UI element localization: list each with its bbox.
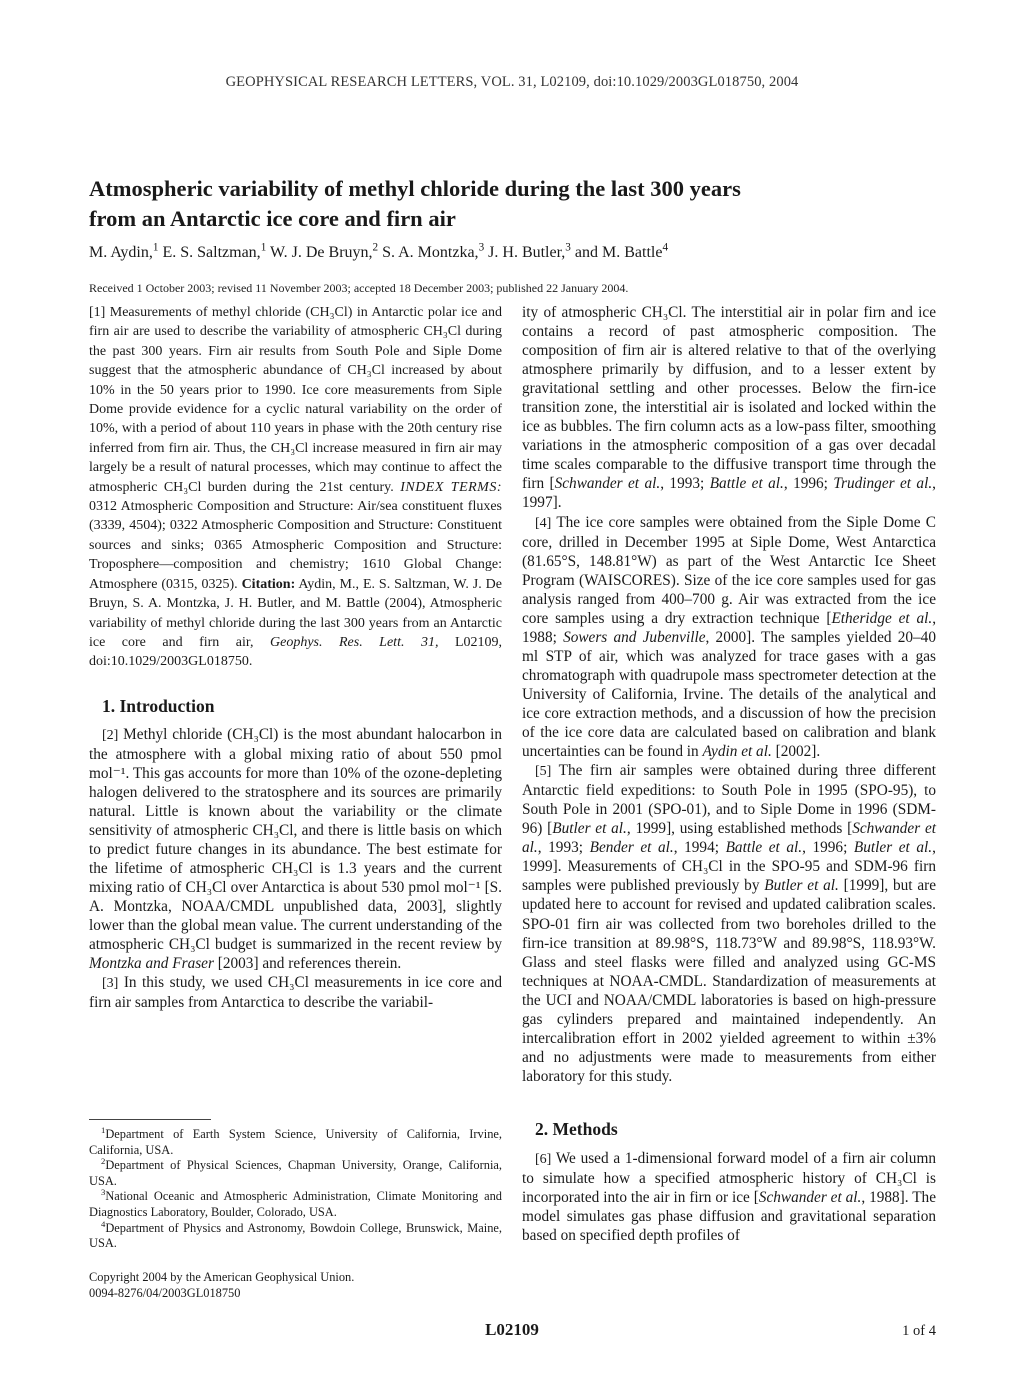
footnote-mark: 2 bbox=[101, 1156, 106, 1167]
paragraph-number: [4] bbox=[535, 515, 552, 531]
footnote-rule bbox=[89, 1119, 211, 1120]
affiliation-mark: 2 bbox=[372, 241, 379, 254]
paragraph-6 bbox=[522, 1149, 936, 1245]
paragraph-number: [3] bbox=[102, 976, 119, 992]
reference: Schwander et al. bbox=[758, 1189, 862, 1207]
affiliation-mark: 4 bbox=[662, 241, 669, 254]
citation-volume: 31, bbox=[420, 634, 439, 650]
issn-line: 0094-8276/04/2003GL018750 bbox=[89, 1285, 241, 1300]
author: M. Aydin, bbox=[89, 244, 153, 261]
affiliation-mark: 3 bbox=[565, 241, 571, 254]
footnote-text: Department of Physical Sciences, Chapman University, Orange, California, USA. bbox=[89, 1158, 502, 1188]
paragraph-3 bbox=[89, 973, 502, 1012]
paragraph-text: The firn air samples were obtained during three different Antarctic field expeditions: to South Pole in 1995 (SPO-95), to South Pole in 2001 (SPO-01), and to Siple Dome in 1996 (SDM-96) [ bbox=[522, 762, 936, 838]
paragraph-text: , 1993; bbox=[660, 475, 710, 493]
paragraph-text: The ice core samples were obtained from the Siple Dome C core, drilled in December 1995 at Siple Dome, West Antarctica (81.65°S, 148.81°W) as part of the West Antarctic Ice Sheet Program (WAISCORES). Size of the ice core samples used for gas analysis ranged from 400–700 g. Air was extracted from the ice core samples using a dry extraction technique [ bbox=[522, 513, 936, 627]
footnote-text: Department of Physics and Astronomy, Bowdoin College, Brunswick, Maine, USA. bbox=[89, 1220, 502, 1251]
left-column bbox=[89, 303, 502, 1012]
paragraph-text: , 1999]. Measurements of CH₃Cl in the SPO-95 and SDM-96 firn samples were published previously by bbox=[522, 839, 936, 895]
running-head: GEOPHYSICAL RESEARCH LETTERS, VOL. 31, L02109, doi:10.1029/2003GL018750, 2004 bbox=[225, 74, 799, 90]
reference: Bender et al. bbox=[589, 839, 674, 857]
section-heading-introduction: 1. Introduction bbox=[102, 695, 215, 716]
reference: Sowers and Jubenville bbox=[563, 628, 706, 646]
paragraph-number: [6] bbox=[535, 1151, 552, 1167]
paragraph-text: We used a 1-dimensional forward model of a firn air column to simulate how a specified atmospheric history of CH₃Cl is incorporated into the air in firn or ice [ bbox=[522, 1149, 936, 1207]
affiliation-mark: 1 bbox=[260, 241, 267, 254]
author-list bbox=[89, 241, 949, 262]
author: and M. Battle bbox=[574, 244, 663, 261]
paragraph-text: [1999], but are updated here to account for revised and updated calibration scales. SPO-01 firn air was collected from two boreholes drilled to the firn-ice transition at 89.98°S, 118.73°W and 89.98°S, 118.93°W. Glass and steel flasks were filled and analyzed using GC-MS techniques at NOAA-CMDL. Standardization of measurements at the UCI and NOAA/CMDL laboratories is based on high-pressure gas cylinders prepared and maintained independently. An intercalibration effort in 2002 yielded agreement to within ±3% and no adjustments were made to measurements from either laboratory for this study. bbox=[522, 877, 936, 1085]
paragraph-text: [2002]. bbox=[775, 743, 821, 761]
footnote-mark: 3 bbox=[101, 1187, 106, 1198]
footnote-text: Department of Earth System Science, University of California, Irvine, California, USA. bbox=[89, 1127, 502, 1157]
footnote-text: National Oceanic and Atmospheric Administration, Climate Monitoring and Diagnostics Laboratory, Boulder, Colorado, USA. bbox=[89, 1189, 502, 1219]
paragraph-text: ity of atmospheric CH₃Cl. The interstitial air in polar firn and ice contains a record of past atmospheric composition. The composition of firn air is altered relative to that of the overlying atmosphere primarily by diffusion, and to a lesser extent by gravitational settling and other processes. Below the firn-ice transition zone, the interstitial air is isolated and locked within the ice as bubbles. The firn column acts as a low-pass filter, smoothing variations in the atmospheric composition of a gas over decadal time scales comparable to the diffusive transport time through the firn [ bbox=[522, 304, 936, 493]
paragraph-text: , 1988; bbox=[522, 609, 937, 646]
article-title bbox=[89, 174, 909, 234]
paragraph-5 bbox=[522, 761, 936, 1086]
abstract bbox=[89, 303, 502, 672]
footnote bbox=[89, 1218, 502, 1252]
reference: Schwander et al. bbox=[554, 475, 661, 493]
reference: Battle et al. bbox=[725, 839, 803, 857]
footnote bbox=[89, 1124, 502, 1158]
citation-text: Aydin, M., E. S. Saltzman, W. J. De Bruyn, S. A. Montzka, J. H. Butler, and M. Battle (2004), Atmospheric variability of methyl chloride during the last 300 years from an Antarctic ice core and firn air, bbox=[89, 576, 502, 650]
reference: Trudinger et al. bbox=[833, 475, 933, 493]
footnote-mark: 4 bbox=[101, 1218, 106, 1229]
footnote bbox=[89, 1158, 502, 1189]
reference: Butler et al. bbox=[552, 820, 627, 838]
reference: Aydin et al. bbox=[702, 743, 772, 761]
copyright-notice bbox=[89, 1270, 502, 1301]
paragraph-text: , 1996; bbox=[802, 839, 854, 857]
reference: Butler et al. bbox=[764, 877, 839, 895]
paragraph-text: , 1997]. bbox=[522, 475, 936, 512]
paragraph-number: [5] bbox=[535, 764, 552, 780]
paragraph-text: , 2000]. The samples yielded 20–40 ml STP of air, which was analyzed for trace gases with a gas chromatograph with quadrupole mass spectrometer detection at the University of California, Irvine. The details of the analytical and ice core extraction methods, and a discussion of how the precision of the ice core data are calculated based on calibration and blank uncertainties can be found in bbox=[522, 628, 936, 761]
footnote-mark: 1 bbox=[101, 1124, 106, 1135]
paragraph-text: [2003] and references therein. bbox=[217, 955, 402, 973]
paragraph-text: , 1988]. The model simulates gas phase diffusion and gravitational separation based on specified depth profiles of bbox=[522, 1189, 936, 1245]
reference: Etheridge et al. bbox=[831, 609, 933, 627]
copyright-line: Copyright 2004 by the American Geophysical Union. bbox=[89, 1270, 355, 1284]
right-column bbox=[522, 303, 936, 1245]
abstract-text: Measurements of methyl chloride (CH₃Cl) in Antarctic polar ice and firn air are used to describe the variability of atmospheric CH₃Cl during the past 300 years. Firn air results from South Pole and Siple Dome suggest that the atmospheric abundance of CH₃Cl increased by about 10% in the 50 years prior to 1990. Ice core measurements from Siple Dome provide evidence for a cyclic natural variability on the order of 10%, with a period of about 110 years in phase with the 20th century rise inferred from firn air. Thus, the CH₃Cl increase measured in firn air may largely be a result of natural processes, which may continue to affect the atmospheric CH₃Cl burden during the 21st century. bbox=[89, 305, 503, 495]
index-terms: 0312 Atmospheric Composition and Structure: Air/sea constituent fluxes (3339, 4504); 0322 Atmospheric Composition and Structure: Constituent sources and sinks; 0365 Atmospheric Composition and Structure: Troposphere—composition and chemistry; 1610 Global Change: Atmosphere (0315, 0325). bbox=[89, 499, 502, 592]
paragraph-text: , 1999], using established methods [ bbox=[626, 820, 853, 838]
citation-journal: Geophys. Res. Lett. bbox=[270, 634, 405, 650]
citation-end: L02109, doi:10.1029/2003GL018750. bbox=[89, 634, 503, 670]
author: S. A. Montzka, bbox=[382, 244, 479, 261]
title-line-1: Atmospheric variability of methyl chloride during the last 300 years bbox=[89, 176, 741, 201]
paragraph-text: , 1996; bbox=[783, 475, 834, 493]
paragraph-text: , 1994; bbox=[673, 839, 726, 857]
author: E. S. Saltzman, bbox=[162, 244, 261, 261]
article-id: L02109 bbox=[485, 1320, 539, 1339]
reference: Battle et al. bbox=[709, 475, 784, 493]
author: W. J. De Bruyn, bbox=[270, 244, 373, 261]
paragraph-number: [2] bbox=[102, 727, 119, 743]
paragraph-text: , 1993; bbox=[537, 839, 590, 857]
paragraph-4 bbox=[522, 513, 936, 762]
reference: Montzka and Fraser bbox=[89, 955, 214, 973]
paragraph-3-continued bbox=[522, 303, 936, 513]
affiliation-mark: 3 bbox=[478, 241, 485, 254]
author: J. H. Butler, bbox=[488, 244, 566, 261]
reference: Schwander et al. bbox=[522, 820, 936, 857]
paragraph-2 bbox=[89, 725, 502, 974]
footnotes bbox=[89, 1124, 502, 1252]
page-number: 1 of 4 bbox=[902, 1323, 936, 1339]
citation-label: Citation: bbox=[241, 576, 296, 592]
abstract-paragraph bbox=[89, 303, 502, 672]
paragraph-text: Methyl chloride (CH₃Cl) is the most abundant halocarbon in the atmosphere with a global mixing ratio of about 550 pmol mol⁻¹. This gas accounts for more than 10% of the ozone-depleting halogen delivered to the stratosphere and its sources are primarily natural. Little is known about the variability or the climate sensitivity of atmospheric CH₃Cl, and there is little basis on which to predict future changes in its abundance. The best estimate for the lifetime of atmospheric CH₃Cl is 1.3 years and the current mixing ratio of CH₃Cl over Antarctica is about 530 pmol mol⁻¹ [S. A. Montzka, NOAA/CMDL unpublished data, 2003], slightly lower than the global mean value. The current understanding of the atmospheric CH₃Cl budget is summarized in the recent review by bbox=[89, 725, 502, 954]
title-line-2: from an Antarctic ice core and firn air bbox=[89, 206, 456, 231]
section-heading-methods: 2. Methods bbox=[535, 1118, 618, 1139]
reference: Butler et al. bbox=[853, 839, 933, 857]
footnote bbox=[89, 1189, 502, 1220]
received-dates: Received 1 October 2003; revised 11 November 2003; accepted 18 December 2003; published 22 January 2004. bbox=[89, 281, 629, 295]
affiliation-mark: 1 bbox=[152, 241, 159, 254]
paragraph-text: In this study, we used CH₃Cl measurements in ice core and firn air samples from Antarctica to describe the variabil- bbox=[89, 974, 502, 1012]
index-terms-label: INDEX TERMS: bbox=[400, 479, 503, 495]
paragraph-number: [1] bbox=[89, 305, 106, 320]
